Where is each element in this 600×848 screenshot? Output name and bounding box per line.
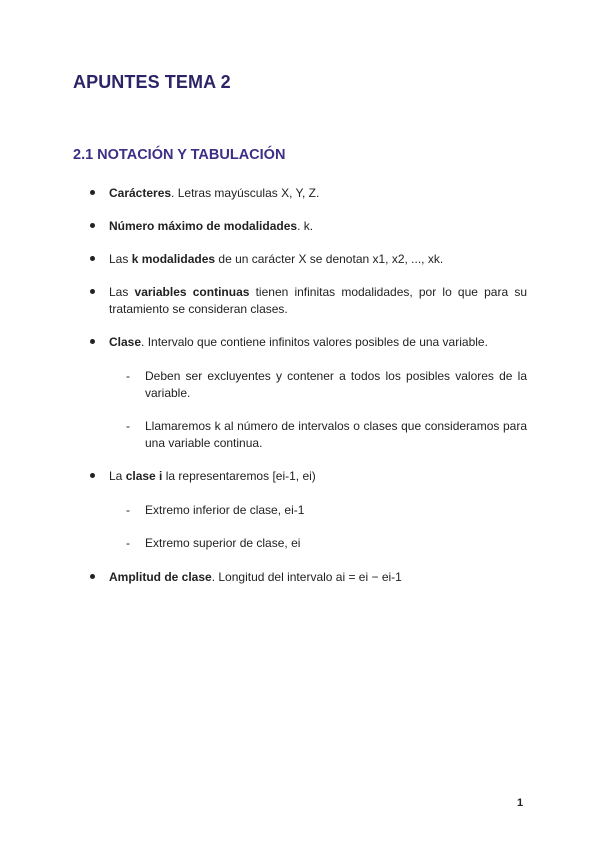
bullet-icon bbox=[89, 335, 97, 343]
term: Carácteres bbox=[109, 186, 172, 200]
section-heading: 2.1 NOTACIÓN Y TABULACIÓN bbox=[73, 147, 286, 163]
list-item bbox=[109, 251, 527, 268]
lead-text: La bbox=[109, 469, 126, 483]
page-title: APUNTES TEMA 2 bbox=[73, 72, 231, 92]
term: Amplitud de clase bbox=[109, 570, 212, 584]
dash-marker: - bbox=[126, 536, 130, 550]
list-item bbox=[109, 334, 527, 351]
sub-list-item: Deben ser excluyentes y contener a todos los posibles valores de la variable. bbox=[145, 369, 527, 400]
dash-marker: - bbox=[126, 369, 130, 383]
bullet-icon bbox=[89, 186, 97, 194]
term: Clase bbox=[109, 335, 142, 349]
bullet-icon bbox=[89, 219, 97, 227]
list-item bbox=[109, 468, 527, 485]
definition: . Letras mayúsculas X, Y, Z. bbox=[171, 186, 320, 200]
term: variables continuas bbox=[134, 285, 250, 299]
page-number: 1 bbox=[517, 797, 524, 809]
list-item bbox=[109, 185, 527, 202]
sub-list-item: Llamaremos k al número de intervalos o clases que consideramos para una variable continua. bbox=[145, 419, 527, 450]
bullet-icon bbox=[89, 570, 97, 578]
term: Número máximo de modalidades bbox=[109, 219, 298, 233]
definition: de un carácter X se denotan x1, x2, ..., xk. bbox=[215, 252, 444, 266]
dash-marker: - bbox=[126, 419, 130, 433]
bullet-icon bbox=[89, 285, 97, 293]
sub-list-item: Extremo inferior de clase, ei-1 bbox=[145, 503, 305, 517]
sub-list-item: Extremo superior de clase, ei bbox=[145, 536, 301, 550]
list-item bbox=[109, 284, 527, 317]
list-item bbox=[109, 569, 527, 586]
lead-text: Las bbox=[109, 285, 135, 299]
term: k modalidades bbox=[131, 252, 216, 266]
definition: tienen infinitas modalidades, por lo que para su tratamiento se consideran clases. bbox=[109, 285, 527, 316]
lead-text: Las bbox=[109, 252, 132, 266]
bullet-icon bbox=[89, 469, 97, 477]
definition: . Longitud del intervalo ai = ei − ei-1 bbox=[211, 570, 402, 584]
bullet-icon bbox=[89, 252, 97, 260]
definition: . k. bbox=[297, 219, 314, 233]
definition: la representaremos [ei-1, ei) bbox=[162, 469, 316, 483]
definition: . Intervalo que contiene infinitos valores posibles de una variable. bbox=[141, 335, 488, 349]
term: clase i bbox=[125, 469, 163, 483]
dash-marker: - bbox=[126, 503, 130, 517]
list-item bbox=[109, 218, 527, 235]
